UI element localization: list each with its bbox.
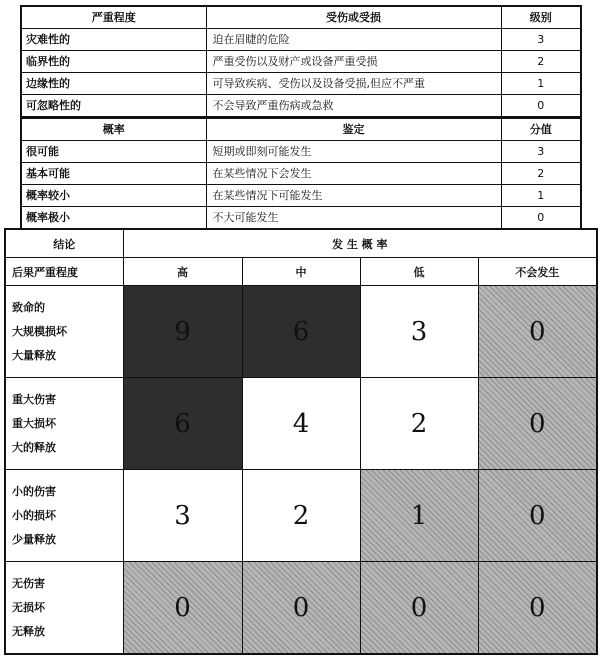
probability-header: 概率 xyxy=(21,118,206,141)
row-label-line: 致命的 xyxy=(12,300,45,314)
column-header-high: 高 xyxy=(123,258,242,286)
row-label xyxy=(5,286,123,378)
score-header: 分值 xyxy=(501,118,581,141)
table-row xyxy=(21,163,581,185)
probability-score: 0 xyxy=(501,207,581,230)
probability-level: 概率较小 xyxy=(21,185,206,207)
risk-cell: 0 xyxy=(478,562,597,655)
severity-description: 迫在眉睫的危险 xyxy=(206,29,501,51)
probability-score: 1 xyxy=(501,185,581,207)
conclusion-header: 结论 xyxy=(5,229,123,258)
severity-axis-header: 后果严重程度 xyxy=(5,258,123,286)
table-row xyxy=(21,29,581,51)
table-row xyxy=(21,207,581,230)
severity-table xyxy=(20,5,582,118)
risk-cell: 3 xyxy=(360,286,478,378)
risk-cell: 0 xyxy=(478,286,597,378)
matrix-row xyxy=(5,378,597,470)
row-label-line: 大的释放 xyxy=(12,440,56,454)
severity-description: 不会导致严重伤病或急救 xyxy=(206,95,501,118)
row-label-line: 少量释放 xyxy=(12,532,56,546)
risk-cell: 0 xyxy=(123,562,242,655)
probability-description: 在某些情况下可能发生 xyxy=(206,185,501,207)
table-row xyxy=(21,141,581,163)
row-label-line: 无损坏 xyxy=(12,600,45,614)
risk-cell: 6 xyxy=(123,378,242,470)
row-label-line: 重大损坏 xyxy=(12,416,56,430)
matrix-group-header-row xyxy=(5,229,597,258)
risk-matrix xyxy=(4,228,598,655)
table-row xyxy=(21,73,581,95)
row-label-line: 重大伤害 xyxy=(12,392,56,406)
column-header-low: 低 xyxy=(360,258,478,286)
probability-description: 不大可能发生 xyxy=(206,207,501,230)
severity-level: 边缘性的 xyxy=(21,73,206,95)
matrix-row xyxy=(5,562,597,655)
row-label xyxy=(5,562,123,655)
table-row xyxy=(21,95,581,118)
risk-cell: 2 xyxy=(360,378,478,470)
matrix-column-header-row xyxy=(5,258,597,286)
severity-grade: 1 xyxy=(501,73,581,95)
row-label xyxy=(5,470,123,562)
risk-cell: 3 xyxy=(123,470,242,562)
probability-score: 2 xyxy=(501,163,581,185)
severity-level: 可忽略性的 xyxy=(21,95,206,118)
risk-cell: 0 xyxy=(478,470,597,562)
probability-description: 短期或即刻可能发生 xyxy=(206,141,501,163)
table-row xyxy=(21,51,581,73)
row-label-line: 大规模损坏 xyxy=(12,324,67,338)
row-label-line: 小的损坏 xyxy=(12,508,56,522)
row-label xyxy=(5,378,123,470)
severity-grade: 0 xyxy=(501,95,581,118)
probability-level: 概率极小 xyxy=(21,207,206,230)
severity-grade: 2 xyxy=(501,51,581,73)
risk-cell: 6 xyxy=(242,286,360,378)
severity-grade: 3 xyxy=(501,29,581,51)
column-header-medium: 中 xyxy=(242,258,360,286)
matrix-row xyxy=(5,470,597,562)
column-header-never: 不会发生 xyxy=(478,258,597,286)
risk-cell: 0 xyxy=(242,562,360,655)
risk-cell: 1 xyxy=(360,470,478,562)
row-label-line: 无释放 xyxy=(12,624,45,638)
severity-header: 严重程度 xyxy=(21,6,206,29)
probability-description: 在某些情况下会发生 xyxy=(206,163,501,185)
severity-level: 临界性的 xyxy=(21,51,206,73)
table-row xyxy=(21,185,581,207)
risk-cell: 4 xyxy=(242,378,360,470)
risk-cell: 0 xyxy=(478,378,597,470)
probability-level: 很可能 xyxy=(21,141,206,163)
probability-group-header: 发 生 概 率 xyxy=(123,229,597,258)
severity-description: 严重受伤以及财产或设备严重受损 xyxy=(206,51,501,73)
matrix-row xyxy=(5,286,597,378)
risk-cell: 0 xyxy=(360,562,478,655)
risk-cell: 2 xyxy=(242,470,360,562)
severity-description: 可导致疾病、受伤以及设备受损,但应不严重 xyxy=(206,73,501,95)
probability-level: 基本可能 xyxy=(21,163,206,185)
probability-score: 3 xyxy=(501,141,581,163)
probability-header-row xyxy=(21,118,581,141)
row-label-line: 大量释放 xyxy=(12,348,56,362)
row-label-line: 小的伤害 xyxy=(12,484,56,498)
probability-table xyxy=(20,117,582,230)
injury-header: 受伤或受损 xyxy=(206,6,501,29)
risk-cell: 9 xyxy=(123,286,242,378)
severity-level: 灾难性的 xyxy=(21,29,206,51)
row-label-line: 无伤害 xyxy=(12,576,45,590)
grade-header: 级别 xyxy=(501,6,581,29)
assessment-header: 鉴定 xyxy=(206,118,501,141)
severity-header-row xyxy=(21,6,581,29)
